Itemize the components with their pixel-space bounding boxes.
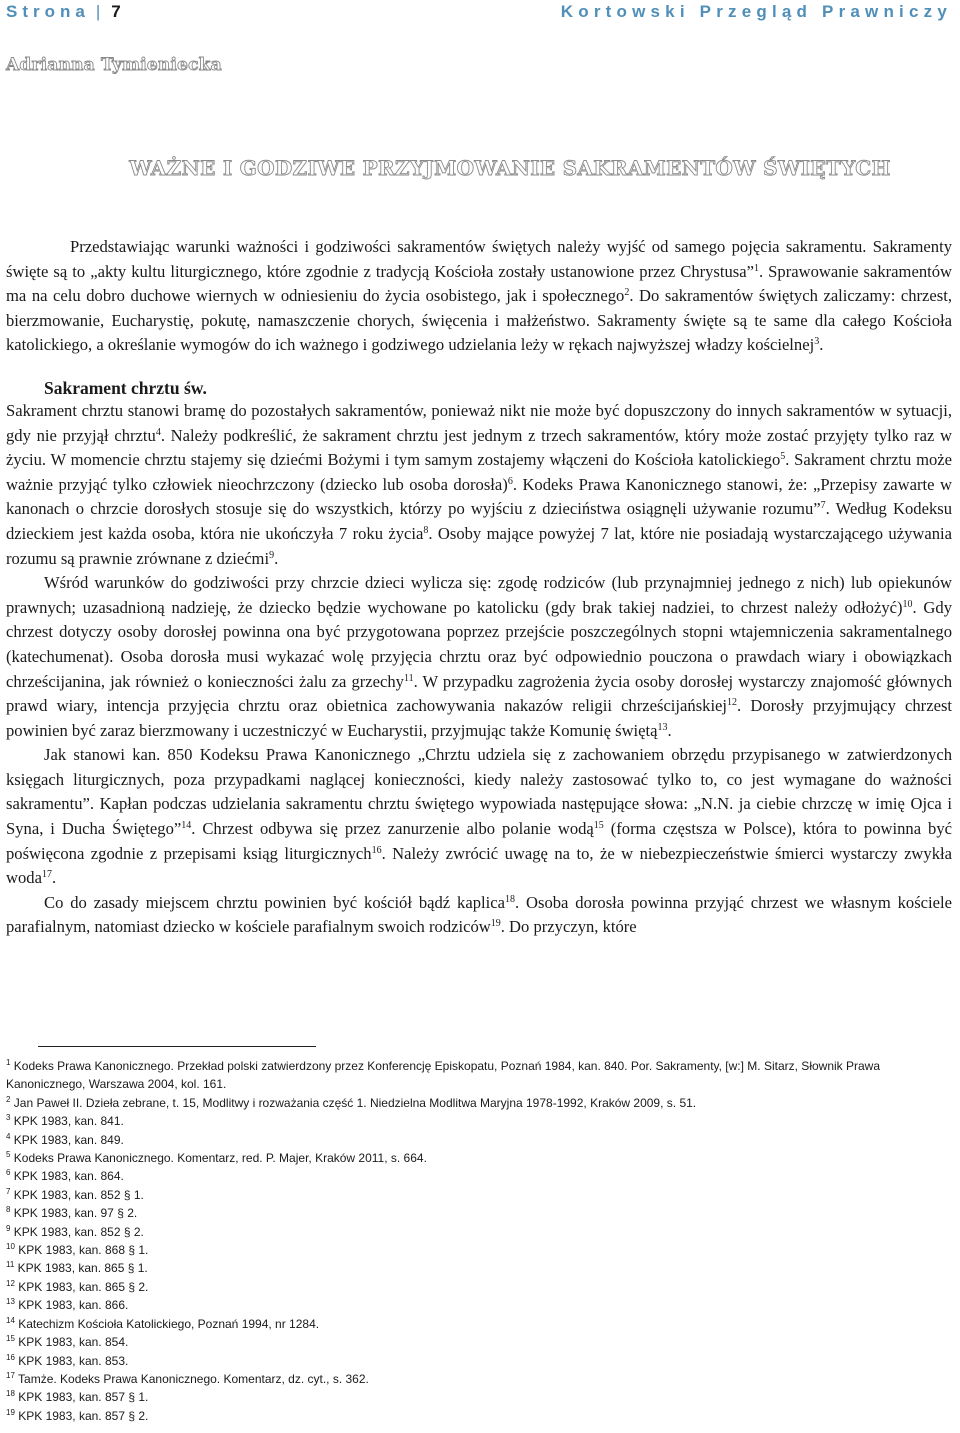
footnote-number: 6 [6,1168,11,1178]
footnote-text: KPK 1983, kan. 857 § 1. [14,1390,149,1405]
footnote-item [6,1352,954,1370]
footnote-number: 2 [6,1094,11,1104]
footnote-number: 13 [6,1297,15,1307]
footnote-number: 8 [6,1205,11,1215]
paragraph-baptism-gateway [6,399,952,571]
footnote-ref[interactable]: 2 [624,287,630,299]
paragraph-text: (forma częstsza w Polsce), która to powinna być poświęcona zgodnie z przepisami ksiąg liturgicznych [6,819,952,863]
section-heading: Sakrament chrztu św. [44,377,207,398]
footnotes [6,1057,954,1425]
footnote-ref[interactable]: 19 [490,918,501,930]
footnote-text: KPK 1983, kan. 854. [14,1335,129,1350]
paragraph-text: Co do zasady miejscem chrztu powinien być kościół bądź kaplica [44,892,505,912]
footnote-number: 5 [6,1150,11,1160]
footnote-item [6,1333,954,1351]
footnote-separator [38,1046,316,1047]
paragraph-text: . Dorosły przyjmujący chrzest powinien być zaraz bierzmowany i uczestniczyć w Eucharystii, przyjmując także Komunię świętą [6,696,953,740]
footnote-number: 4 [6,1131,11,1141]
footnote-item [6,1149,954,1167]
footnote-item [6,1241,954,1259]
paragraph-text: . Osoba dorosła powinna przyjąć chrzest we własnym kościele parafialnym, natomiast dziecko w kościele parafialnym swoich rodziców [6,892,952,937]
footnote-item [6,1278,954,1296]
paragraph-text: . [667,720,672,740]
footnote-number: 7 [6,1186,11,1196]
footnote-item [6,1407,954,1425]
footnote-ref[interactable]: 9 [269,549,275,561]
paragraph-text: . Należy podkreślić, że sakrament chrztu jest jednym z trzech sakramentów, który może zostać przyjęty tylko raz w życiu. W momencie chrztu stajemy się dziećmi Bożymi i tym samym zostajemy włączeni do Kościoła katolickiego [6,425,952,470]
footnote-item [6,1131,954,1149]
footnote-number: 3 [6,1113,11,1123]
footnote-number: 10 [6,1242,15,1252]
paragraph-text: . [51,868,57,888]
footnote-text: KPK 1983, kan. 97 § 2. [10,1206,138,1221]
footnote-ref[interactable]: 11 [403,672,414,684]
footnote-text: KPK 1983, kan. 865 § 1. [14,1261,148,1276]
footnote-text: KPK 1983, kan. 852 § 1. [10,1187,144,1202]
footnote-item [6,1296,954,1314]
footnote-item [6,1167,954,1185]
paragraph-text: Wśród warunków do godziwości przy chrzcie dzieci wylicza się: zgodę rodziców (lub przynajmniej jednego z nich) lub opiekunów prawnych; uzasadnioną nadzieję, że dziecko będzie wychowane po katolicku (gdy brak takiej nadziei, to chrzest należy odłożyć) [6,573,952,617]
header-separator: | [95,2,106,21]
footnote-text: KPK 1983, kan. 857 § 2. [14,1408,149,1423]
footnote-number: 19 [6,1407,15,1417]
footnote-number: 12 [6,1278,15,1288]
paragraph-text: . Do sakramentów świętych zaliczamy: chrzest, bierzmowanie, Eucharystię, pokutę, namaszczenie chorych, święcenia i małżeństwo. Sakramenty święte są te same dla całego Kościoła katolickiego, a określanie wymogów do ich ważnego i godziwego udzielania leży w rękach najwyższej władzy kościelnej [6,286,953,355]
paragraph-text: Jak stanowi kan. 850 Kodeksu Prawa Kanonicznego „Chrztu udziela się z zachowaniem obrzędu przypisanego w zatwierdzonych księgach liturgicznych, poza przypadkami naglącej konieczności, kiedy należy zastosować tylko to, co jest wymagane do ważności sakramentu”. Kapłan podczas udzielania sakramentu chrztu świętego wypowiada następujące słowa: „N.N. ja ciebie chrzczę w imię Ojca i Syna, i Ducha Świętego” [6,745,952,839]
footnote-item [6,1370,954,1388]
footnote-number: 15 [6,1334,15,1344]
footnote-text: KPK 1983, kan. 866. [14,1298,129,1313]
header-journal-title: Kortowski Przegląd Prawniczy [560,2,952,21]
footnote-text: KPK 1983, kan. 864. [10,1169,124,1184]
paragraph-canon-850 [6,743,952,891]
paragraph-conditions [6,571,952,743]
page-header [6,2,952,24]
footnote-item [6,1204,954,1222]
footnote-ref[interactable]: 6 [507,475,513,487]
paragraph-text: . Sprawowanie sakramentów ma na celu dobro duchowe wiernych w odniesieniu do życia osobistego, jak i społecznego [6,261,953,306]
footnote-number: 14 [6,1315,15,1325]
paragraph-text: . Gdy chrzest dotyczy osoby dorosłej powinna ona być przygotowana poprzez przejście poszczególnych stopni wtajemniczenia sakramentalnego (katechumenat). Osoba dorosła musi wykazać wolę przyjęcia chrztu oraz być odpowiednio pouczona o prawdach wiary i obowiązkach chrześcijanina, jak również o konieczności żalu za grzechy [6,597,952,691]
footnote-item [6,1388,954,1406]
footnote-text: Kodeks Prawa Kanonicznego. Komentarz, red. P. Majer, Kraków 2011, s. 664. [10,1151,427,1166]
footnote-text: KPK 1983, kan. 852 § 2. [10,1224,144,1239]
footnote-item [6,1057,954,1094]
footnote-item [6,1112,954,1130]
paragraph-text: . Według Kodeksu dzieckiem jest każda osoba, która nie ukończyła 7 roku życia [6,499,952,543]
footnote-number: 1 [6,1058,11,1067]
paragraph-text: Przedstawiając warunki ważności i godziwości sakramentów świętych należy wyjść od samego pojęcia sakramentu. Sakramenty święte są to „akty kultu liturgicznego, które zgodnie z tradycją Kościoła zostały ustanowione przez Chrystusa” [6,237,952,281]
footnote-item [6,1186,954,1204]
footnote-text: KPK 1983, kan. 868 § 1. [14,1243,149,1258]
footnote-number: 16 [6,1352,15,1362]
footnote-text: Katechizm Kościoła Katolickiego, Poznań 1994, nr 1284. [14,1316,320,1331]
paragraph-text: . Należy zwrócić uwagę na to, że w niebezpieczeństwie śmierci wystarczy zwykła woda [6,843,952,888]
footnote-ref[interactable]: 15 [593,820,604,832]
footnote-ref[interactable]: 14 [181,820,192,832]
footnote-text: KPK 1983, kan. 841. [10,1114,124,1129]
article-author: Adrianna Tymieniecka [6,55,222,75]
footnote-ref[interactable]: 18 [504,893,515,905]
footnote-ref[interactable]: 16 [371,844,382,856]
paragraph-text: Sakrament chrztu stanowi bramę do pozostałych sakramentów, ponieważ nikt nie może być dopuszczony do innych sakramentów w sytuacji, gdy nie przyjął chrztu [6,400,952,445]
footnote-number: 11 [6,1260,15,1270]
header-left [6,2,121,22]
article-body [6,235,952,940]
paragraph-text: . Sakrament chrztu może ważnie przyjąć tylko człowiek nieochrzczony (dziecko lub osoba dorosła) [6,450,952,494]
footnote-text: KPK 1983, kan. 849. [10,1132,124,1147]
footnote-number: 17 [6,1370,15,1380]
article-title: WAŻNE I GODZIWE PRZYJMOWANIE SAKRAMENTÓW ŚWIĘTYCH [129,156,891,180]
footnote-ref[interactable]: 3 [814,336,820,348]
footnote-text: KPK 1983, kan. 865 § 2. [14,1279,149,1294]
paragraph-intro [6,235,952,358]
footnote-ref[interactable]: 8 [423,524,429,536]
paragraph-text: . Osoby mające powyżej 7 lat, które nie posiadają wystarczającego używania rozumu są prawnie zrównane z dziećmi [6,523,953,568]
paragraph-text: . Kodeks Prawa Kanonicznego stanowi, że: „Przepisy zawarte w kanonach o chrzcie dorosłych stosuje się do wszystkich, którzy po wyjściu z dzieciństwa osiągnęli używanie rozumu” [6,474,952,519]
footnote-ref[interactable]: 17 [41,869,52,881]
footnote-item [6,1259,954,1277]
footnote-text: Kodeks Prawa Kanonicznego. Przekład polski zatwierdzony przez Konferencję Episkopatu, Poznań 1984, kan. 840. Por. Sakramenty, [w:] M. Sitarz, Słownik Prawa Kanonicznego, Warszawa 2004, kol. 161. [6,1059,881,1092]
footnote-item [6,1315,954,1333]
footnote-text: KPK 1983, kan. 853. [14,1353,129,1368]
footnote-item [6,1094,954,1112]
header-page-label: Strona [6,2,90,21]
footnote-ref[interactable]: 4 [155,426,161,438]
footnote-number: 18 [6,1389,15,1399]
footnote-text: Tamże. Kodeks Prawa Kanonicznego. Komentarz, dz. cyt., s. 362. [14,1371,369,1386]
footnote-ref[interactable]: 10 [902,598,913,610]
footnote-ref[interactable]: 5 [780,451,786,463]
footnote-ref[interactable]: 13 [657,721,668,733]
paragraph-text: . [819,335,824,355]
footnote-ref[interactable]: 7 [820,500,826,512]
footnote-item [6,1223,954,1241]
footnote-ref[interactable]: 1 [754,262,759,274]
paragraph-text: . Do przyczyn, które [500,917,637,937]
footnote-text: Jan Paweł II. Dzieła zebrane, t. 15, Modlitwy i rozważania część 1. Niedzielna Modlitwa Maryjna 1978-1992, Kraków 2009, s. 51. [10,1095,697,1110]
paragraph-place-of-baptism [6,891,952,940]
footnote-number: 9 [6,1223,11,1233]
paragraph-text: . [274,548,279,568]
paragraph-text: . Chrzest odbywa się przez zanurzenie albo polanie wodą [191,819,594,839]
footnote-ref[interactable]: 12 [727,697,738,709]
paragraph-text: . W przypadku zagrożenia życia osoby dorosłej wystarczy znajomość głównych prawd wiary, intencja przyjęcia chrztu oraz obietnica zachowywania nakazów religii chrześcijańskiej [6,671,952,716]
header-page-number: 7 [111,2,121,21]
